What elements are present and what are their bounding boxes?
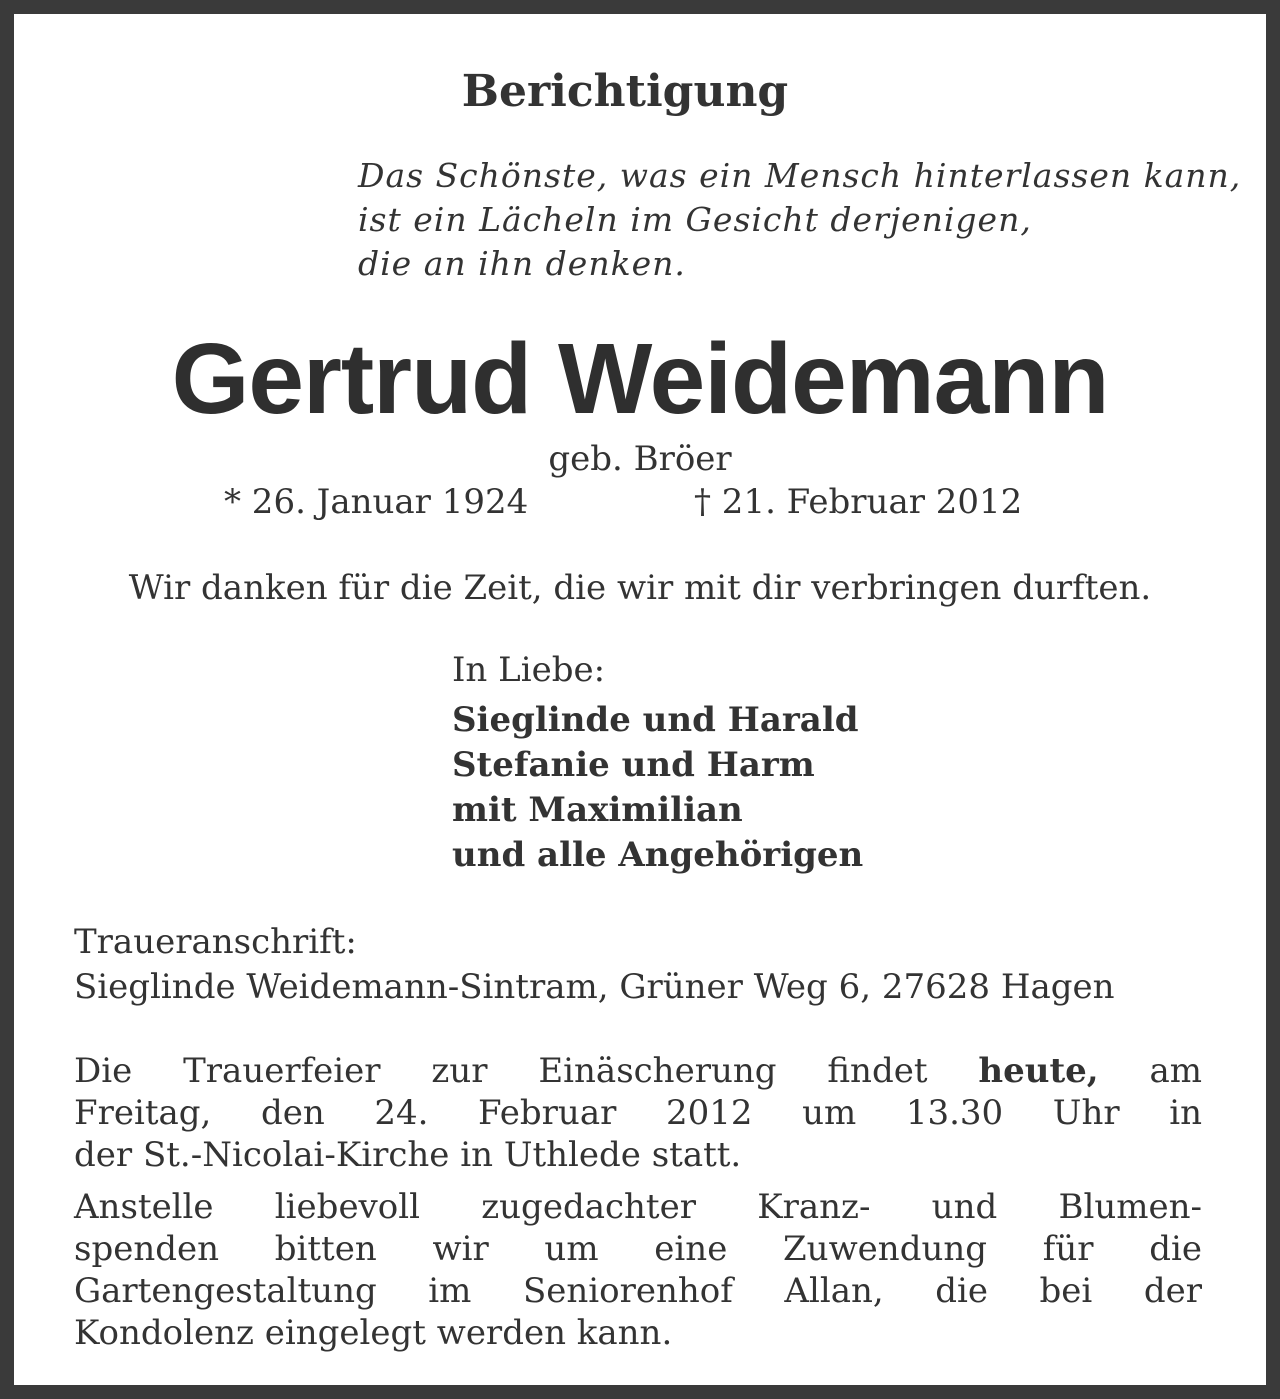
heading-text: Berichtigung: [461, 66, 789, 117]
in-love-label: In Liebe:: [452, 650, 606, 690]
family-member: Sieglinde und Harald: [452, 700, 859, 740]
mourning-address: Sieglinde Weidemann-Sintram, Grüner Weg 6, 27628 Hagen: [74, 967, 1115, 1007]
birth-date: * 26. Januar 1924: [224, 482, 529, 522]
birth-name: geb. Bröer: [548, 439, 732, 479]
donation-paragraph: [74, 1186, 1202, 1354]
thanks-line: Wir danken für die Zeit, die wir mit dir verbringen durften.: [128, 568, 1152, 608]
ceremony-text: Die Trauerfeier zur Einäscherung findet: [74, 1051, 928, 1091]
ceremony-emphasis: heute,: [978, 1051, 1099, 1091]
family-member: und alle Angehörigen: [452, 835, 864, 875]
donation-line: Kondolenz eingelegt werden kann.: [74, 1313, 673, 1353]
notice-heading: [14, 66, 1236, 117]
quote-line: ist ein Lächeln im Gesicht derjenigen,: [358, 200, 1032, 239]
family-member: mit Maximilian: [452, 790, 743, 830]
quote-line: die an ihn denken.: [358, 244, 686, 283]
ceremony-line-2: Freitag, den 24. Februar 2012 um 13.30 Uhr in: [74, 1093, 1202, 1133]
family-member: Stefanie und Harm: [452, 745, 815, 785]
memorial-quote: [358, 154, 1241, 286]
death-date: † 21. Februar 2012: [694, 482, 1023, 522]
ceremony-text: am: [1149, 1051, 1203, 1091]
ceremony-line-1: [74, 1050, 1202, 1092]
quote-line: Das Schönste, was ein Mensch hinterlassen kann,: [358, 156, 1242, 195]
donation-line: Gartengestaltung im Seniorenhof Allan, die bei der: [74, 1271, 1202, 1311]
address-label: Traueranschrift:: [74, 922, 357, 962]
ceremony-line-3: der St.-Nicolai-Kirche in Uthlede statt.: [74, 1135, 742, 1175]
donation-line: Anstelle liebevoll zugedachter Kranz- und Blumen-: [74, 1187, 1202, 1227]
family-list: [452, 698, 863, 878]
ceremony-paragraph: [74, 1050, 1202, 1176]
donation-line: spenden bitten wir um eine Zuwendung für die: [74, 1229, 1202, 1269]
deceased-name: Gertrud Weidemann: [171, 323, 1109, 435]
